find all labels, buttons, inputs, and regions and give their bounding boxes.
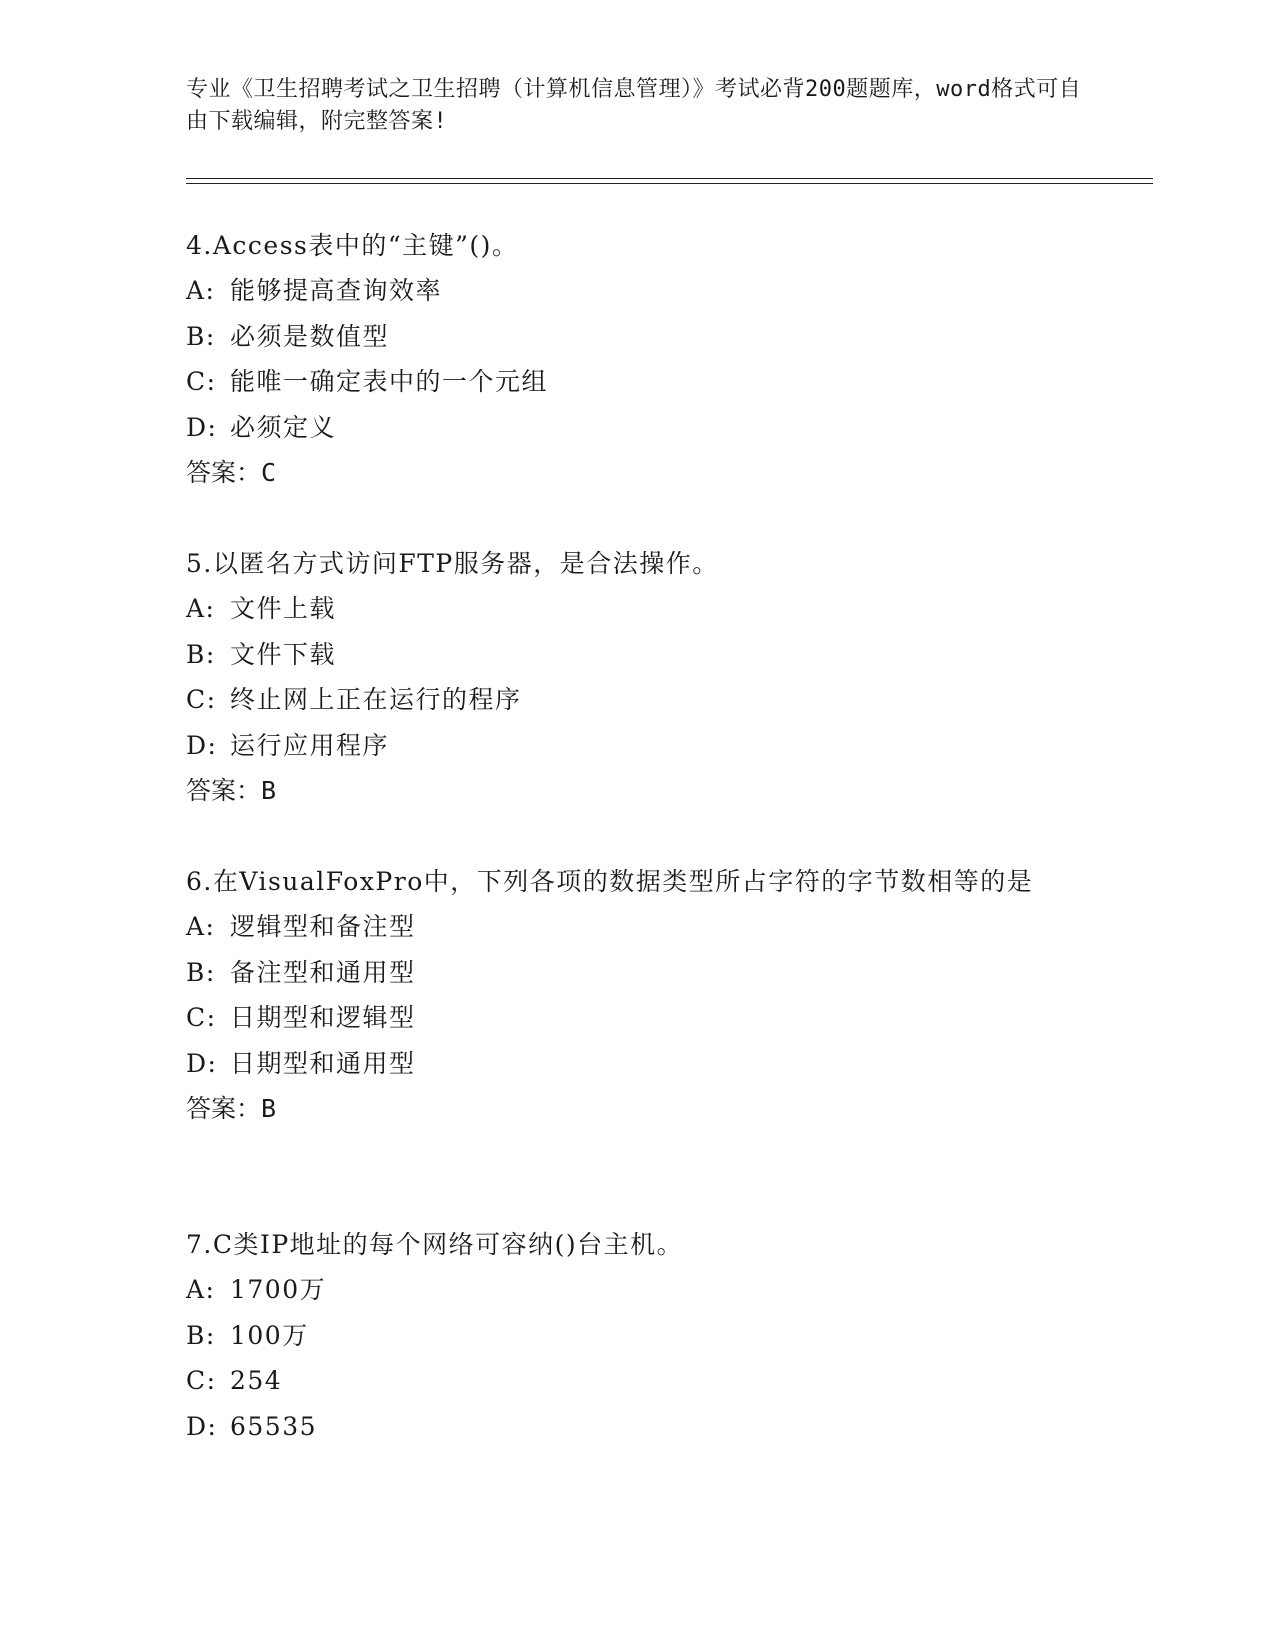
option-text: 文件上载: [230, 594, 337, 623]
option-b: [186, 632, 1086, 678]
option-text: 日期型和逻辑型: [230, 1003, 416, 1032]
question-stem: 4.Access表中的“主键”()。: [186, 231, 519, 260]
option-text: 100万: [230, 1320, 309, 1350]
option-text: 逻辑型和备注型: [230, 912, 416, 941]
option-text: 备注型和通用型: [230, 957, 416, 987]
option-b: [186, 314, 1086, 360]
option-key: D:: [186, 1048, 218, 1078]
option-text: 日期型和通用型: [230, 1048, 416, 1078]
option-key: B:: [186, 957, 216, 987]
option-text: 65535: [230, 1411, 318, 1441]
option-text: 能够提高查询效率: [230, 276, 443, 305]
question-6: [186, 859, 1086, 1132]
option-a: [186, 268, 1086, 314]
header-divider-top: [186, 178, 1153, 179]
option-key: A:: [186, 594, 216, 623]
option-text: 1700万: [230, 1275, 327, 1304]
answer-line: 答案：B: [186, 776, 277, 805]
option-key: C:: [186, 1366, 217, 1395]
option-key: D:: [186, 730, 218, 760]
option-c: [186, 677, 1086, 723]
question-stem: 7.C类IP地址的每个网络可容纳()台主机。: [186, 1230, 684, 1259]
option-d: [186, 723, 1086, 769]
option-d: [186, 405, 1086, 451]
option-b: [186, 950, 1086, 996]
question-5: [186, 541, 1086, 814]
option-key: D:: [186, 412, 218, 442]
question-4: [186, 223, 1086, 496]
option-text: 能唯一确定表中的一个元组: [230, 367, 549, 396]
option-c: [186, 995, 1086, 1041]
option-d: [186, 1404, 1086, 1450]
option-text: 必须是数值型: [230, 321, 390, 351]
option-key: D:: [186, 1411, 218, 1441]
option-text: 运行应用程序: [230, 730, 390, 760]
option-b: [186, 1313, 1086, 1359]
option-key: A:: [186, 1275, 216, 1304]
option-key: C:: [186, 367, 217, 396]
option-key: A:: [186, 912, 216, 941]
question-stem: 6.在VisualFoxPro中，下列各项的数据类型所占字符的字节数相等的是: [186, 867, 1034, 896]
option-a: [186, 904, 1086, 950]
option-d: [186, 1041, 1086, 1087]
option-key: B:: [186, 639, 216, 669]
answer-line: 答案：C: [186, 458, 277, 487]
option-c: [186, 359, 1086, 405]
option-text: 254: [230, 1366, 283, 1395]
option-text: 必须定义: [230, 412, 337, 442]
question-7: [186, 1222, 1086, 1449]
option-key: B:: [186, 321, 216, 351]
header-divider-bottom: [186, 183, 1153, 184]
option-a: [186, 586, 1086, 632]
option-key: B:: [186, 1320, 216, 1350]
option-key: C:: [186, 1003, 217, 1032]
option-text: 终止网上正在运行的程序: [230, 685, 522, 714]
answer-line: 答案：B: [186, 1094, 277, 1123]
question-stem: 5.以匿名方式访问FTP服务器，是合法操作。: [186, 549, 719, 578]
option-key: A:: [186, 276, 216, 305]
option-c: [186, 1358, 1086, 1404]
option-key: C:: [186, 685, 217, 714]
document-header: 专业《卫生招聘考试之卫生招聘（计算机信息管理）》考试必背200题题库，word格式可自由下载编辑，附完整答案!: [186, 77, 1082, 134]
option-a: [186, 1267, 1086, 1313]
option-text: 文件下载: [230, 639, 337, 669]
